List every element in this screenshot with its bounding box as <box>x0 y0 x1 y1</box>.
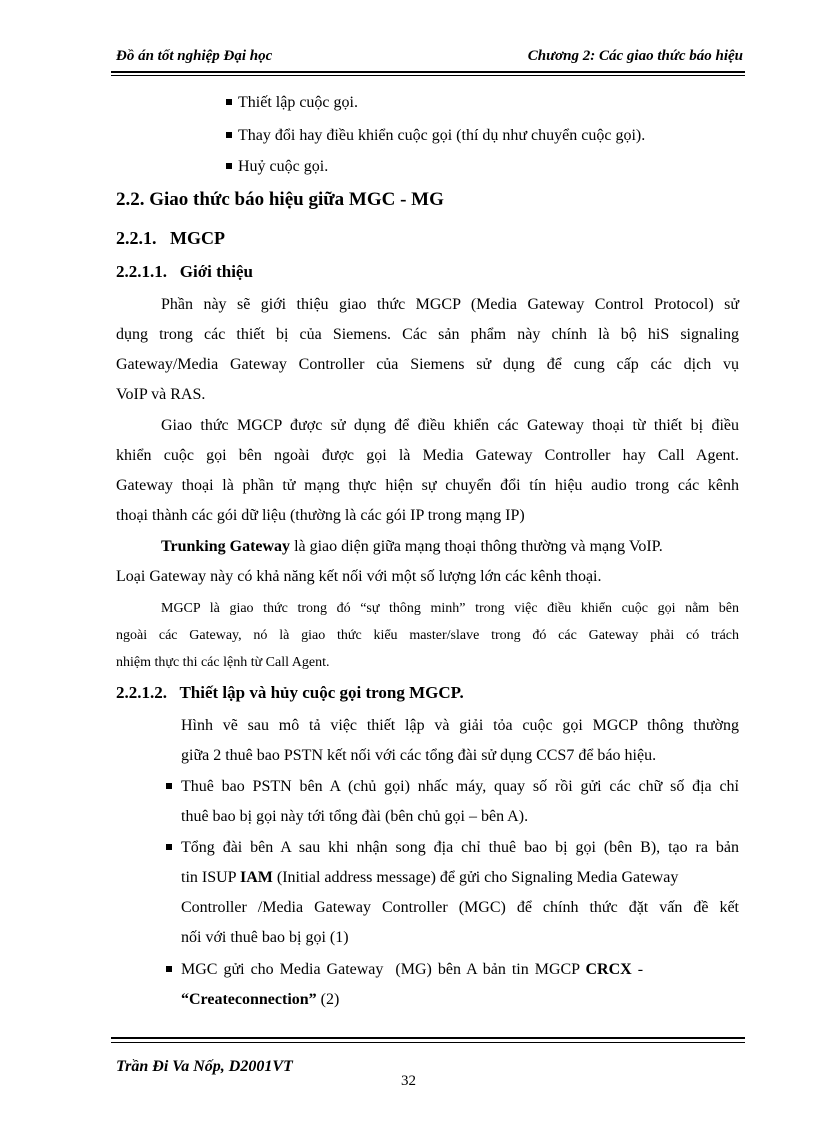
list-item <box>181 960 643 980</box>
footer-author: Trần Đi Va Nốp, D2001VT <box>116 1058 293 1075</box>
paragraph-line: VoIP và RAS. <box>116 386 206 403</box>
paragraph-line: giữa 2 thuê bao PSTN kết nối với các tổng đài sử dụng CCS7 để báo hiệu. <box>181 747 657 764</box>
bullet-icon <box>226 99 232 105</box>
paragraph-line <box>161 537 663 557</box>
paragraph-line: ngoài các Gateway, nó là giao thức kiểu master/slave trong đó các Gateway phải có trách <box>116 628 739 643</box>
paragraph-line: nhiệm thực thi các lệnh từ Call Agent. <box>116 655 330 670</box>
list-item: Thay đổi hay điều khiển cuộc gọi (thí dụ như chuyển cuộc gọi). <box>238 127 646 144</box>
bullet-icon <box>226 132 232 138</box>
bullet-icon <box>226 163 232 169</box>
bullet-icon <box>166 783 172 789</box>
paragraph-line: Phần này sẽ giới thiệu giao thức MGCP (Media Gateway Control Protocol) sử <box>161 296 739 313</box>
subsection-heading: 2.2.1. MGCP <box>116 228 225 248</box>
bold-term: CRCX <box>585 961 632 978</box>
bold-term: Trunking Gateway <box>161 538 291 555</box>
list-text: (2) <box>316 991 340 1008</box>
list-item: Thuê bao PSTN bên A (chủ gọi) nhấc máy, quay số rồi gửi các chữ số địa chỉ <box>181 778 739 795</box>
paragraph-line: Hình vẽ sau mô tả việc thiết lập và giải tỏa cuộc gọi MGCP thông thường <box>181 717 739 734</box>
header-rule <box>111 71 745 73</box>
list-text: (Initial address message) để gửi cho Signaling Media Gateway <box>272 869 679 886</box>
list-item-continuation <box>181 990 339 1010</box>
header-right: Chương 2: Các giao thức báo hiệu <box>527 48 743 64</box>
subsubsection-heading: 2.2.1.1. Giới thiệu <box>116 262 253 281</box>
bold-term: IAM <box>239 869 273 886</box>
list-item: Huỷ cuộc gọi. <box>238 158 329 175</box>
paragraph-line: Loại Gateway này có khả năng kết nối với một số lượng lớn các kênh thoại. <box>116 568 602 585</box>
paragraph-line: Giao thức MGCP được sử dụng để điều khiển các Gateway thoại từ thiết bị điều <box>161 417 739 434</box>
list-item: Tổng đài bên A sau khi nhận song địa chỉ thuê bao bị gọi (bên B), tạo ra bản <box>181 839 739 856</box>
list-item-continuation: nối với thuê bao bị gọi (1) <box>181 929 349 946</box>
footer-rule-thin <box>111 1042 745 1043</box>
paragraph-line: Gateway/Media Gateway Controller của Siemens sử dụng để cung cấp các dịch vụ <box>116 356 739 373</box>
paragraph-line: MGCP là giao thức trong đó “sự thông minh” trong việc điều khiển cuộc gọi nằm bên <box>161 601 739 616</box>
subsubsection-heading: 2.2.1.2. Thiết lập và hủy cuộc gọi trong MGCP. <box>116 683 464 702</box>
header-left: Đồ án tốt nghiệp Đại học <box>116 48 273 64</box>
list-text: - <box>631 961 644 978</box>
paragraph-text: là giao diện giữa mạng thoại thông thường và mạng VoIP. <box>290 538 663 555</box>
bullet-icon <box>166 966 172 972</box>
list-item-continuation: Controller /Media Gateway Controller (MGC) để chính thức đặt vấn đề kết <box>181 899 739 916</box>
page-header <box>116 48 743 72</box>
section-heading: 2.2. Giao thức báo hiệu giữa MGC - MG <box>116 189 444 210</box>
footer-rule <box>111 1037 745 1039</box>
paragraph-line: dụng trong các thiết bị của Siemens. Các sản phẩm này chính là bộ hiS signaling <box>116 326 739 343</box>
header-rule-thin <box>111 75 745 76</box>
list-item: Thiết lập cuộc gọi. <box>238 94 358 111</box>
list-item-continuation <box>181 868 739 888</box>
list-text: MGC gửi cho Media Gateway (MG) bên A bản tin MGCP <box>181 961 586 978</box>
list-item-continuation: thuê bao bị gọi này tới tổng đài (bên chủ gọi – bên A). <box>181 808 529 825</box>
paragraph-line: khiển cuộc gọi bên ngoài được gọi là Media Gateway Controller hay Call Agent. <box>116 447 739 464</box>
paragraph-line: thoại thành các gói dữ liệu (thường là các gói IP trong mạng IP) <box>116 507 525 524</box>
bold-term: “Createconnection” <box>181 991 317 1008</box>
paragraph-line: Gateway thoại là phần tử mạng thực hiện sự chuyển đổi tín hiệu audio trong các kênh <box>116 477 739 494</box>
page-number: 32 <box>401 1073 416 1089</box>
list-text: tin ISUP <box>181 869 240 886</box>
bullet-icon <box>166 844 172 850</box>
